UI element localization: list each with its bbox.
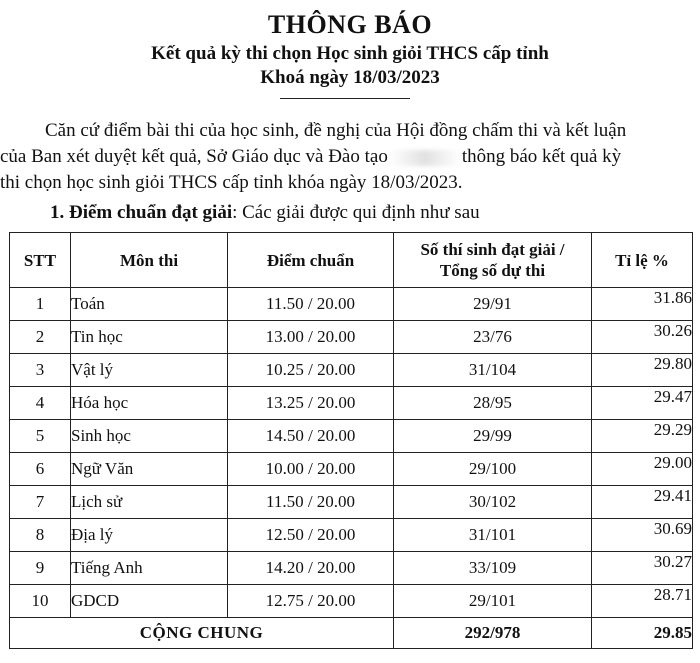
cell-stt: 8 xyxy=(10,519,71,552)
intro-line-1: Căn cứ điểm bài thi của học sinh, đề nghị của Hội đồng chấm thi và kết luận xyxy=(45,120,627,141)
total-row xyxy=(10,618,693,649)
cell-percent: 28.71 xyxy=(592,585,693,618)
header-subject: Môn thi xyxy=(71,233,228,288)
section-heading xyxy=(50,202,480,224)
table-row xyxy=(10,486,693,519)
table-row xyxy=(10,585,693,618)
cell-cutoff: 12.75 / 20.00 xyxy=(228,585,394,618)
cell-percent: 29.41 xyxy=(592,486,693,519)
cell-percent: 29.47 xyxy=(592,387,693,420)
table-row xyxy=(10,420,693,453)
intro-line-2-start: của Ban xét duyệt kết quả, Sở Giáo dục và Đào tạo xyxy=(0,146,388,167)
table-row xyxy=(10,288,693,321)
table-row xyxy=(10,519,693,552)
total-percent: 29.85 xyxy=(592,618,693,649)
cell-ratio: 29/91 xyxy=(394,288,592,321)
cell-subject: Tiếng Anh xyxy=(71,552,228,585)
cell-subject: Địa lý xyxy=(71,519,228,552)
redacted-text xyxy=(390,150,460,166)
section-label: 1. Điểm chuẩn đạt giải xyxy=(50,202,233,223)
cell-subject: GDCD xyxy=(71,585,228,618)
cell-percent: 30.27 xyxy=(592,552,693,585)
cell-stt: 3 xyxy=(10,354,71,387)
results-table xyxy=(9,232,693,649)
header-stt: STT xyxy=(10,233,71,288)
cell-cutoff: 11.50 / 20.00 xyxy=(228,288,394,321)
table-row xyxy=(10,321,693,354)
cell-percent: 31.86 xyxy=(592,288,693,321)
table-row xyxy=(10,387,693,420)
cell-ratio: 31/101 xyxy=(394,519,592,552)
cell-cutoff: 13.25 / 20.00 xyxy=(228,387,394,420)
header-ratio-line-1: Số thí sinh đạt giải / xyxy=(420,240,565,259)
cell-subject: Vật lý xyxy=(71,354,228,387)
document-title: THÔNG BÁO xyxy=(267,10,433,39)
cell-ratio: 31/104 xyxy=(394,354,592,387)
cell-cutoff: 10.00 / 20.00 xyxy=(228,453,394,486)
intro-line-2-end: thông báo kết quả kỳ xyxy=(461,146,622,167)
header-ratio-line-2: Tổng số dự thi xyxy=(439,261,546,280)
intro-line-2 xyxy=(0,146,621,168)
cell-subject: Hóa học xyxy=(71,387,228,420)
cell-stt: 9 xyxy=(10,552,71,585)
cell-cutoff: 12.50 / 20.00 xyxy=(228,519,394,552)
intro-line-3: thi chọn học sinh giỏi THCS cấp tỉnh khóa ngày 18/03/2023. xyxy=(0,172,463,193)
table-row xyxy=(10,552,693,585)
cell-subject: Lịch sử xyxy=(71,486,228,519)
cell-ratio: 29/101 xyxy=(394,585,592,618)
cell-stt: 1 xyxy=(10,288,71,321)
cell-ratio: 28/95 xyxy=(394,387,592,420)
total-label: CỘNG CHUNG xyxy=(10,618,394,649)
cell-percent: 29.29 xyxy=(592,420,693,453)
cell-subject: Tin học xyxy=(71,321,228,354)
header-cutoff: Điểm chuẩn xyxy=(228,233,394,288)
cell-percent: 30.69 xyxy=(592,519,693,552)
exam-date: Khoá ngày 18/03/2023 xyxy=(260,67,440,88)
cell-stt: 4 xyxy=(10,387,71,420)
title-divider xyxy=(280,98,410,99)
table-row xyxy=(10,453,693,486)
cell-stt: 10 xyxy=(10,585,71,618)
cell-stt: 7 xyxy=(10,486,71,519)
cell-cutoff: 10.25 / 20.00 xyxy=(228,354,394,387)
cell-stt: 2 xyxy=(10,321,71,354)
cell-cutoff: 13.00 / 20.00 xyxy=(228,321,394,354)
cell-stt: 5 xyxy=(10,420,71,453)
cell-percent: 30.26 xyxy=(592,321,693,354)
cell-percent: 29.00 xyxy=(592,453,693,486)
header-percent: Tỉ lệ % xyxy=(592,233,693,288)
total-ratio: 292/978 xyxy=(394,618,592,649)
cell-subject: Toán xyxy=(71,288,228,321)
table-row xyxy=(10,354,693,387)
table-header-row xyxy=(10,233,693,288)
cell-ratio: 30/102 xyxy=(394,486,592,519)
cell-ratio: 33/109 xyxy=(394,552,592,585)
document-subtitle: Kết quả kỳ thi chọn Học sinh giỏi THCS cấp tỉnh xyxy=(151,43,549,64)
section-text: : Các giải được qui định như sau xyxy=(232,202,480,223)
cell-stt: 6 xyxy=(10,453,71,486)
cell-cutoff: 11.50 / 20.00 xyxy=(228,486,394,519)
cell-cutoff: 14.20 / 20.00 xyxy=(228,552,394,585)
cell-ratio: 23/76 xyxy=(394,321,592,354)
cell-cutoff: 14.50 / 20.00 xyxy=(228,420,394,453)
header-ratio xyxy=(394,233,592,288)
cell-percent: 29.80 xyxy=(592,354,693,387)
cell-subject: Ngữ Văn xyxy=(71,453,228,486)
cell-ratio: 29/100 xyxy=(394,453,592,486)
cell-subject: Sinh học xyxy=(71,420,228,453)
cell-ratio: 29/99 xyxy=(394,420,592,453)
